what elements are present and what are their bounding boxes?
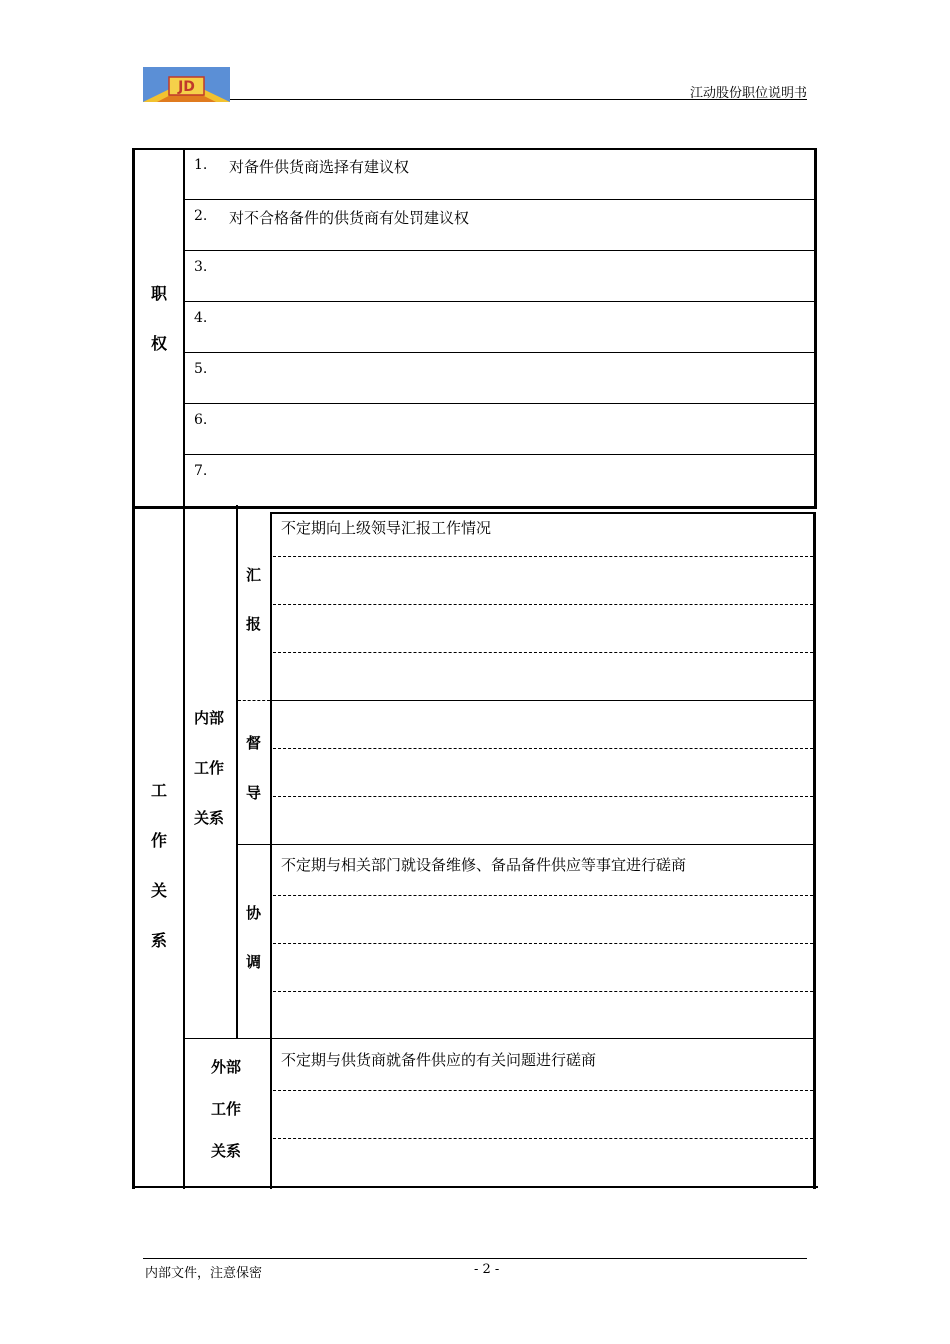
item-number: 2. xyxy=(194,208,208,224)
item-text: 对不合格备件的供货商有处罚建议权 xyxy=(229,209,470,227)
report-label-char-2: 报 xyxy=(246,615,262,633)
internal-label-line-3: 关系 xyxy=(194,809,225,827)
internal-label-line-1: 内部 xyxy=(194,709,225,727)
coordinate-label-char-1: 协 xyxy=(246,904,262,922)
supervise-label-char-2: 导 xyxy=(246,784,262,802)
external-label-line-3: 关系 xyxy=(211,1142,242,1160)
item-number: 1. xyxy=(194,157,208,173)
external-text: 不定期与供货商就备件供应的有关问题进行磋商 xyxy=(281,1051,597,1069)
internal-label-line-2: 工作 xyxy=(194,759,225,777)
coordinate-text: 不定期与相关部门就设备维修、备品备件供应等事宜进行磋商 xyxy=(281,856,687,874)
authority-label-char-1: 职 xyxy=(150,284,167,303)
company-logo xyxy=(143,67,230,102)
external-label-line-1: 外部 xyxy=(211,1058,242,1076)
item-number: 5. xyxy=(194,361,208,377)
item-number: 6. xyxy=(194,412,208,428)
external-label-line-2: 工作 xyxy=(211,1100,242,1118)
authority-label-char-2: 权 xyxy=(150,334,167,353)
item-number: 4. xyxy=(194,310,208,326)
item-text: 对备件供货商选择有建议权 xyxy=(229,158,410,176)
relations-label-char-3: 关 xyxy=(150,881,167,900)
document-title: 江动股份职位说明书 xyxy=(689,86,807,101)
relations-label-char-2: 作 xyxy=(150,831,167,850)
confidentiality-note: 内部文件，注意保密 xyxy=(145,1266,263,1281)
report-label-char-1: 汇 xyxy=(246,566,262,584)
item-number: 7. xyxy=(194,463,208,479)
relations-label-char-4: 系 xyxy=(150,931,167,950)
logo-lettering: JD xyxy=(178,79,195,95)
footer-rule xyxy=(143,1258,807,1259)
relations-label-char-1: 工 xyxy=(150,781,167,800)
report-text: 不定期向上级领导汇报工作情况 xyxy=(281,519,492,537)
item-number: 3. xyxy=(194,259,208,275)
page-number: - 2 - xyxy=(474,1262,500,1277)
header-rule xyxy=(230,99,807,100)
supervise-label-char-1: 督 xyxy=(246,734,262,752)
coordinate-label-char-2: 调 xyxy=(246,953,262,971)
